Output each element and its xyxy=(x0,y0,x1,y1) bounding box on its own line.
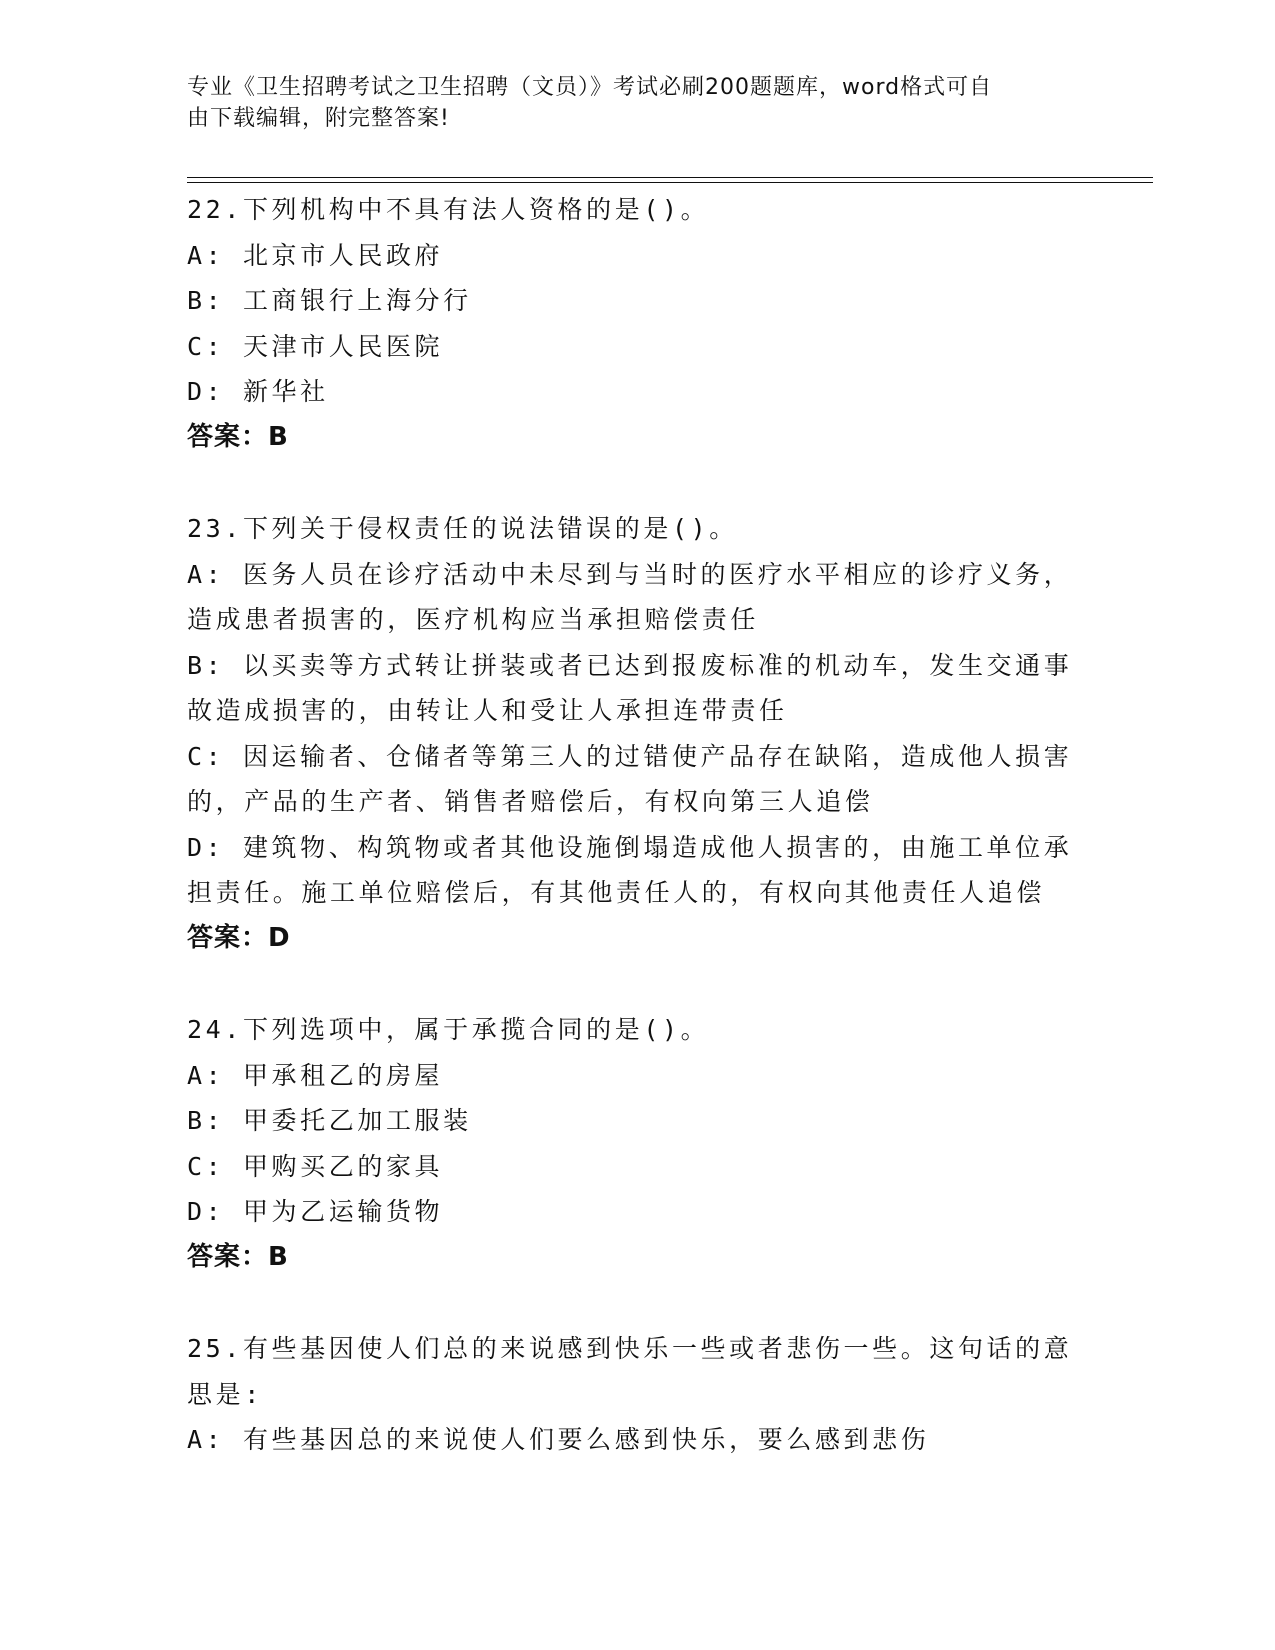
option-d: D: 新华社 xyxy=(187,377,329,406)
header-rule-bottom xyxy=(187,182,1153,183)
header-rule-top xyxy=(187,177,1153,178)
option-c-continued: 的，产品的生产者、销售者赔偿后，有权向第三人追偿 xyxy=(187,787,874,816)
answer-label: 答案：B xyxy=(187,421,289,452)
answer-label: 答案：D xyxy=(187,922,291,953)
question-stem: 22.下列机构中不具有法人资格的是()。 xyxy=(187,195,710,224)
option-d: D: 甲为乙运输货物 xyxy=(187,1197,444,1226)
option-a: A: 北京市人民政府 xyxy=(187,240,444,270)
option-d-continued: 担责任。施工单位赔偿后，有其他责任人的，有权向其他责任人追偿 xyxy=(187,878,1046,907)
option-a-continued: 造成患者损害的，医疗机构应当承担赔偿责任 xyxy=(187,605,760,634)
option-b: B: 以买卖等方式转让拼装或者已达到报废标准的机动车，发生交通事 xyxy=(187,650,1073,680)
header-line-2: 由下载编辑，附完整答案! xyxy=(187,106,450,131)
option-b: B: 甲委托乙加工服装 xyxy=(187,1106,472,1135)
question-stem: 24.下列选项中，属于承揽合同的是()。 xyxy=(187,1015,710,1044)
option-a: A: 甲承租乙的房屋 xyxy=(187,1060,444,1090)
answer-label: 答案：B xyxy=(187,1241,289,1272)
header-line-1: 专业《卫生招聘考试之卫生招聘（文员）》考试必刷200题题库，word格式可自 xyxy=(187,75,993,100)
option-c: C: 甲购买乙的家具 xyxy=(187,1151,444,1181)
question-24 xyxy=(187,1007,1087,1280)
question-25 xyxy=(187,1326,1087,1463)
question-list xyxy=(187,187,1087,1509)
option-b-continued: 故造成损害的，由转让人和受让人承担连带责任 xyxy=(187,696,788,725)
option-d: D: 建筑物、构筑物或者其他设施倒塌造成他人损害的，由施工单位承 xyxy=(187,832,1073,862)
option-c: C: 天津市人民医院 xyxy=(187,331,444,361)
option-a: A: 医务人员在诊疗活动中未尽到与当时的医疗水平相应的诊疗义务， xyxy=(187,559,1073,589)
question-22 xyxy=(187,187,1087,460)
question-23 xyxy=(187,506,1087,961)
option-b: B: 工商银行上海分行 xyxy=(187,286,472,315)
option-c: C: 因运输者、仓储者等第三人的过错使产品存在缺陷，造成他人损害 xyxy=(187,741,1073,771)
question-stem: 23.下列关于侵权责任的说法错误的是()。 xyxy=(187,514,738,543)
option-a: A: 有些基因总的来说使人们要么感到快乐，要么感到悲伤 xyxy=(187,1425,930,1454)
question-stem: 25.有些基因使人们总的来说感到快乐一些或者悲伤一些。这句话的意 xyxy=(187,1334,1073,1363)
question-stem-continued: 思是: xyxy=(187,1379,263,1409)
document-header xyxy=(187,72,1067,134)
